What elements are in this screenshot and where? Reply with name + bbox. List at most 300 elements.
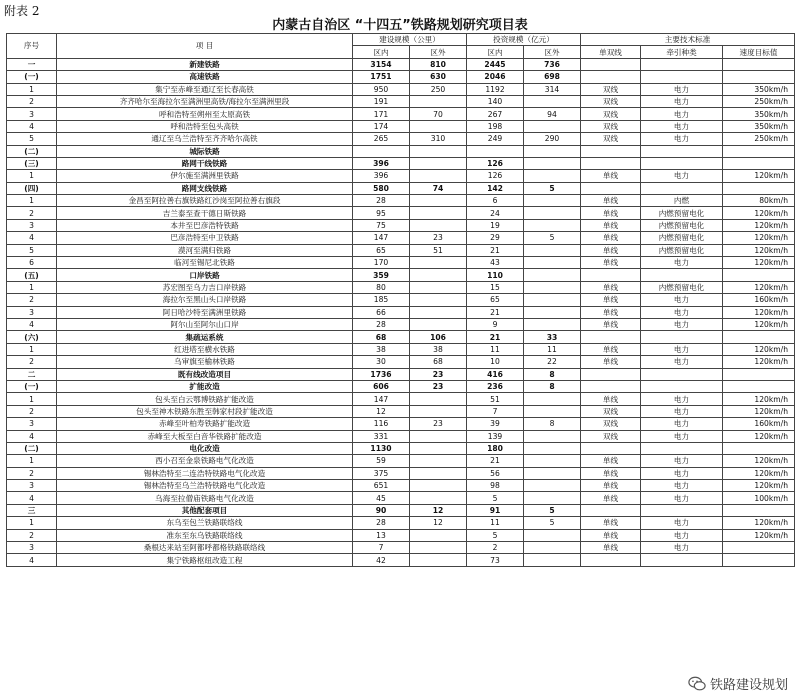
invest-outside-cell: 5 xyxy=(524,504,581,516)
length-outside-cell xyxy=(410,120,467,132)
invest-outside-cell xyxy=(524,480,581,492)
invest-outside-cell: 33 xyxy=(524,331,581,343)
traction-cell: 电力 xyxy=(641,529,723,541)
track-cell: 单线 xyxy=(581,467,641,479)
seq-cell: 6 xyxy=(7,257,57,269)
length-inside-cell: 174 xyxy=(353,120,410,132)
header-length-outside: 区外 xyxy=(410,46,467,58)
track-cell xyxy=(581,504,641,516)
seq-cell: (二) xyxy=(7,442,57,454)
invest-inside-cell: 73 xyxy=(467,554,524,566)
track-cell: 双线 xyxy=(581,120,641,132)
item-cell: 锡林浩特至二连浩特铁路电气化改造 xyxy=(57,467,353,479)
length-inside-cell: 331 xyxy=(353,430,410,442)
speed-cell xyxy=(723,71,795,83)
traction-cell xyxy=(641,269,723,281)
item-cell: 海拉尔至黑山头口岸铁路 xyxy=(57,294,353,306)
length-outside-cell xyxy=(410,294,467,306)
header-length-inside: 区内 xyxy=(353,46,410,58)
invest-outside-cell xyxy=(524,95,581,107)
length-outside-cell: 23 xyxy=(410,368,467,380)
length-outside-cell xyxy=(410,95,467,107)
track-cell: 单线 xyxy=(581,207,641,219)
invest-outside-cell: 314 xyxy=(524,83,581,95)
item-cell: 通辽至乌兰浩特至齐齐哈尔高铁 xyxy=(57,133,353,145)
speed-cell: 350km/h xyxy=(723,108,795,120)
track-cell: 单线 xyxy=(581,219,641,231)
seq-cell: 3 xyxy=(7,418,57,430)
length-inside-cell: 606 xyxy=(353,380,410,392)
invest-outside-cell xyxy=(524,170,581,182)
length-inside-cell: 7 xyxy=(353,542,410,554)
table-row xyxy=(7,170,795,182)
section-row xyxy=(7,380,795,392)
seq-cell: (三) xyxy=(7,157,57,169)
traction-cell: 电力 xyxy=(641,405,723,417)
header-row-1 xyxy=(7,34,795,46)
invest-inside-cell: 24 xyxy=(467,207,524,219)
table-row xyxy=(7,554,795,566)
length-outside-cell xyxy=(410,554,467,566)
speed-cell xyxy=(723,504,795,516)
item-cell: 呼和浩特至朔州至太原高铁 xyxy=(57,108,353,120)
length-outside-cell xyxy=(410,157,467,169)
item-cell: 锡林浩特至乌兰浩特铁路电气化改造 xyxy=(57,480,353,492)
track-cell xyxy=(581,368,641,380)
length-outside-cell xyxy=(410,405,467,417)
length-inside-cell: 185 xyxy=(353,294,410,306)
seq-cell: (二) xyxy=(7,145,57,157)
track-cell xyxy=(581,269,641,281)
invest-outside-cell xyxy=(524,120,581,132)
traction-cell: 电力 xyxy=(641,170,723,182)
item-cell: 东乌至包兰铁路联络线 xyxy=(57,517,353,529)
item-cell: 乌审旗至榆林铁路 xyxy=(57,356,353,368)
speed-cell: 120km/h xyxy=(723,219,795,231)
table-row xyxy=(7,393,795,405)
speed-cell: 120km/h xyxy=(723,430,795,442)
item-cell: 城际铁路 xyxy=(57,145,353,157)
track-cell xyxy=(581,145,641,157)
track-cell: 单线 xyxy=(581,455,641,467)
invest-outside-cell xyxy=(524,257,581,269)
track-cell: 单线 xyxy=(581,517,641,529)
item-cell: 西小召至金泉铁路电气化改造 xyxy=(57,455,353,467)
invest-outside-cell xyxy=(524,542,581,554)
invest-inside-cell: 21 xyxy=(467,331,524,343)
length-outside-cell xyxy=(410,529,467,541)
speed-cell: 250km/h xyxy=(723,133,795,145)
table-row xyxy=(7,195,795,207)
traction-cell: 电力 xyxy=(641,343,723,355)
invest-inside-cell: 21 xyxy=(467,455,524,467)
length-inside-cell: 359 xyxy=(353,269,410,281)
length-inside-cell: 147 xyxy=(353,232,410,244)
track-cell: 单线 xyxy=(581,281,641,293)
header-item: 项 目 xyxy=(57,34,353,59)
speed-cell: 120km/h xyxy=(723,257,795,269)
invest-outside-cell xyxy=(524,393,581,405)
length-outside-cell: 810 xyxy=(410,58,467,70)
item-cell: 红进塔至横水铁路 xyxy=(57,343,353,355)
track-cell: 双线 xyxy=(581,430,641,442)
length-inside-cell: 375 xyxy=(353,467,410,479)
seq-cell: 2 xyxy=(7,467,57,479)
item-cell: 本井至巴彦浩特铁路 xyxy=(57,219,353,231)
traction-cell xyxy=(641,380,723,392)
table-row xyxy=(7,418,795,430)
length-inside-cell: 59 xyxy=(353,455,410,467)
invest-inside-cell: 11 xyxy=(467,517,524,529)
speed-cell: 100km/h xyxy=(723,492,795,504)
table-row xyxy=(7,244,795,256)
item-cell: 集疏运系统 xyxy=(57,331,353,343)
table-row xyxy=(7,95,795,107)
seq-cell: 5 xyxy=(7,133,57,145)
attachment-label: 附表 2 xyxy=(4,4,40,18)
length-inside-cell: 68 xyxy=(353,331,410,343)
invest-outside-cell: 736 xyxy=(524,58,581,70)
length-inside-cell: 191 xyxy=(353,95,410,107)
invest-inside-cell: 15 xyxy=(467,281,524,293)
seq-cell: 2 xyxy=(7,95,57,107)
invest-outside-cell: 8 xyxy=(524,418,581,430)
invest-outside-cell xyxy=(524,318,581,330)
traction-cell: 电力 xyxy=(641,393,723,405)
traction-cell: 电力 xyxy=(641,517,723,529)
length-inside-cell: 13 xyxy=(353,529,410,541)
track-cell: 单线 xyxy=(581,542,641,554)
section-row xyxy=(7,331,795,343)
invest-outside-cell: 5 xyxy=(524,182,581,194)
traction-cell: 电力 xyxy=(641,467,723,479)
table-row xyxy=(7,207,795,219)
seq-cell: 4 xyxy=(7,232,57,244)
table-row xyxy=(7,232,795,244)
length-outside-cell: 250 xyxy=(410,83,467,95)
speed-cell: 120km/h xyxy=(723,467,795,479)
speed-cell: 120km/h xyxy=(723,356,795,368)
speed-cell xyxy=(723,331,795,343)
invest-outside-cell xyxy=(524,294,581,306)
traction-cell: 电力 xyxy=(641,108,723,120)
invest-inside-cell: 198 xyxy=(467,120,524,132)
speed-cell xyxy=(723,157,795,169)
invest-inside-cell: 39 xyxy=(467,418,524,430)
invest-outside-cell xyxy=(524,467,581,479)
track-cell: 双线 xyxy=(581,405,641,417)
track-cell: 双线 xyxy=(581,83,641,95)
length-inside-cell: 12 xyxy=(353,405,410,417)
speed-cell: 250km/h xyxy=(723,95,795,107)
traction-cell xyxy=(641,368,723,380)
seq-cell: 1 xyxy=(7,393,57,405)
section-row xyxy=(7,269,795,281)
seq-cell: 3 xyxy=(7,108,57,120)
length-inside-cell: 38 xyxy=(353,343,410,355)
invest-outside-cell xyxy=(524,145,581,157)
track-cell xyxy=(581,182,641,194)
traction-cell: 电力 xyxy=(641,492,723,504)
traction-cell: 内燃预留电化 xyxy=(641,219,723,231)
traction-cell xyxy=(641,145,723,157)
speed-cell: 120km/h xyxy=(723,480,795,492)
item-cell: 包头至神木铁路东胜至韩家村段扩能改造 xyxy=(57,405,353,417)
invest-inside-cell: 126 xyxy=(467,157,524,169)
track-cell: 双线 xyxy=(581,418,641,430)
speed-cell: 120km/h xyxy=(723,306,795,318)
length-outside-cell xyxy=(410,281,467,293)
length-inside-cell: 147 xyxy=(353,393,410,405)
section-row xyxy=(7,58,795,70)
item-cell: 既有线改造项目 xyxy=(57,368,353,380)
seq-cell: (四) xyxy=(7,182,57,194)
length-outside-cell: 106 xyxy=(410,331,467,343)
track-cell: 双线 xyxy=(581,133,641,145)
seq-cell: (五) xyxy=(7,269,57,281)
length-outside-cell: 38 xyxy=(410,343,467,355)
invest-inside-cell: 56 xyxy=(467,467,524,479)
length-outside-cell xyxy=(410,492,467,504)
table-row xyxy=(7,529,795,541)
length-inside-cell: 171 xyxy=(353,108,410,120)
header-track: 单双线 xyxy=(581,46,641,58)
seq-cell: 2 xyxy=(7,294,57,306)
speed-cell: 120km/h xyxy=(723,170,795,182)
item-cell: 乌海至拉僧庙铁路电气化改造 xyxy=(57,492,353,504)
table-row xyxy=(7,294,795,306)
speed-cell: 160km/h xyxy=(723,294,795,306)
invest-outside-cell xyxy=(524,442,581,454)
length-inside-cell: 80 xyxy=(353,281,410,293)
item-cell: 包头至白云鄂博铁路扩能改造 xyxy=(57,393,353,405)
seq-cell: 4 xyxy=(7,120,57,132)
invest-outside-cell xyxy=(524,157,581,169)
section-row xyxy=(7,182,795,194)
track-cell xyxy=(581,157,641,169)
invest-inside-cell: 139 xyxy=(467,430,524,442)
length-outside-cell xyxy=(410,207,467,219)
speed-cell xyxy=(723,554,795,566)
track-cell: 单线 xyxy=(581,480,641,492)
item-cell: 桑根达来站至阿都呼都格铁路联络线 xyxy=(57,542,353,554)
speed-cell xyxy=(723,442,795,454)
seq-cell: 1 xyxy=(7,455,57,467)
invest-outside-cell: 5 xyxy=(524,232,581,244)
track-cell xyxy=(581,380,641,392)
header-invest-inside: 区内 xyxy=(467,46,524,58)
seq-cell: 2 xyxy=(7,207,57,219)
invest-inside-cell: 2 xyxy=(467,542,524,554)
length-inside-cell: 45 xyxy=(353,492,410,504)
track-cell xyxy=(581,554,641,566)
traction-cell: 电力 xyxy=(641,257,723,269)
traction-cell: 内燃预留电化 xyxy=(641,207,723,219)
length-outside-cell xyxy=(410,442,467,454)
traction-cell xyxy=(641,331,723,343)
invest-outside-cell xyxy=(524,455,581,467)
seq-cell: 1 xyxy=(7,83,57,95)
length-outside-cell xyxy=(410,455,467,467)
length-inside-cell: 30 xyxy=(353,356,410,368)
item-cell: 新建铁路 xyxy=(57,58,353,70)
table-row xyxy=(7,281,795,293)
table-row xyxy=(7,430,795,442)
traction-cell: 电力 xyxy=(641,318,723,330)
section-row xyxy=(7,504,795,516)
table-row xyxy=(7,108,795,120)
invest-outside-cell xyxy=(524,269,581,281)
track-cell: 单线 xyxy=(581,294,641,306)
seq-cell: 5 xyxy=(7,244,57,256)
length-inside-cell: 580 xyxy=(353,182,410,194)
length-outside-cell: 70 xyxy=(410,108,467,120)
traction-cell xyxy=(641,442,723,454)
traction-cell xyxy=(641,58,723,70)
length-outside-cell: 68 xyxy=(410,356,467,368)
invest-inside-cell: 126 xyxy=(467,170,524,182)
invest-outside-cell xyxy=(524,195,581,207)
length-inside-cell: 95 xyxy=(353,207,410,219)
item-cell: 高速铁路 xyxy=(57,71,353,83)
track-cell: 单线 xyxy=(581,195,641,207)
track-cell: 单线 xyxy=(581,232,641,244)
track-cell: 单线 xyxy=(581,343,641,355)
seq-cell: 2 xyxy=(7,529,57,541)
invest-outside-cell xyxy=(524,306,581,318)
invest-inside-cell: 21 xyxy=(467,244,524,256)
length-outside-cell xyxy=(410,467,467,479)
header-seq: 序号 xyxy=(7,34,57,59)
track-cell: 单线 xyxy=(581,244,641,256)
invest-inside-cell: 236 xyxy=(467,380,524,392)
invest-outside-cell xyxy=(524,492,581,504)
length-outside-cell: 12 xyxy=(410,504,467,516)
item-cell: 扩能改造 xyxy=(57,380,353,392)
item-cell: 苏宏图至乌力吉口岸铁路 xyxy=(57,281,353,293)
track-cell: 单线 xyxy=(581,170,641,182)
header-invest-outside: 区外 xyxy=(524,46,581,58)
table-row xyxy=(7,257,795,269)
invest-inside-cell: 416 xyxy=(467,368,524,380)
invest-inside-cell: 110 xyxy=(467,269,524,281)
length-outside-cell xyxy=(410,170,467,182)
length-outside-cell xyxy=(410,306,467,318)
track-cell: 单线 xyxy=(581,492,641,504)
length-inside-cell: 170 xyxy=(353,257,410,269)
length-outside-cell: 310 xyxy=(410,133,467,145)
length-outside-cell: 74 xyxy=(410,182,467,194)
speed-cell: 120km/h xyxy=(723,343,795,355)
seq-cell: 二 xyxy=(7,368,57,380)
invest-outside-cell: 94 xyxy=(524,108,581,120)
traction-cell xyxy=(641,71,723,83)
length-outside-cell: 23 xyxy=(410,418,467,430)
item-cell: 呼和浩特至包头高铁 xyxy=(57,120,353,132)
table-row xyxy=(7,318,795,330)
invest-inside-cell: 5 xyxy=(467,492,524,504)
length-outside-cell: 23 xyxy=(410,232,467,244)
table-row xyxy=(7,480,795,492)
header-traction: 牵引种类 xyxy=(641,46,723,58)
invest-inside-cell: 65 xyxy=(467,294,524,306)
length-outside-cell xyxy=(410,219,467,231)
length-inside-cell xyxy=(353,145,410,157)
item-cell: 金昌至阿拉善右旗铁路红沙岗至阿拉善右旗段 xyxy=(57,195,353,207)
table-row xyxy=(7,542,795,554)
invest-inside-cell: 142 xyxy=(467,182,524,194)
seq-cell: 4 xyxy=(7,492,57,504)
table-row xyxy=(7,455,795,467)
length-inside-cell: 65 xyxy=(353,244,410,256)
speed-cell xyxy=(723,542,795,554)
invest-outside-cell xyxy=(524,281,581,293)
track-cell: 单线 xyxy=(581,356,641,368)
invest-outside-cell: 290 xyxy=(524,133,581,145)
speed-cell: 120km/h xyxy=(723,281,795,293)
invest-inside-cell: 51 xyxy=(467,393,524,405)
track-cell: 单线 xyxy=(581,257,641,269)
table-row xyxy=(7,219,795,231)
invest-inside-cell: 5 xyxy=(467,529,524,541)
length-inside-cell: 28 xyxy=(353,195,410,207)
seq-cell: 3 xyxy=(7,480,57,492)
table-title: 内蒙古自治区 “十四五”铁路规划研究项目表 xyxy=(272,18,528,33)
invest-inside-cell: 43 xyxy=(467,257,524,269)
length-outside-cell: 630 xyxy=(410,71,467,83)
speed-cell: 120km/h xyxy=(723,244,795,256)
seq-cell: 3 xyxy=(7,542,57,554)
length-inside-cell: 950 xyxy=(353,83,410,95)
item-cell: 伊尔施至满洲里铁路 xyxy=(57,170,353,182)
speed-cell: 80km/h xyxy=(723,195,795,207)
item-cell: 口岸铁路 xyxy=(57,269,353,281)
track-cell: 单线 xyxy=(581,529,641,541)
seq-cell: 2 xyxy=(7,356,57,368)
seq-cell: 3 xyxy=(7,219,57,231)
item-cell: 其他配套项目 xyxy=(57,504,353,516)
track-cell xyxy=(581,331,641,343)
track-cell: 单线 xyxy=(581,306,641,318)
traction-cell xyxy=(641,504,723,516)
traction-cell: 内燃 xyxy=(641,195,723,207)
traction-cell: 电力 xyxy=(641,418,723,430)
invest-inside-cell: 19 xyxy=(467,219,524,231)
traction-cell: 电力 xyxy=(641,542,723,554)
track-cell: 双线 xyxy=(581,95,641,107)
traction-cell: 电力 xyxy=(641,455,723,467)
seq-cell: 1 xyxy=(7,281,57,293)
length-inside-cell: 28 xyxy=(353,517,410,529)
length-inside-cell: 75 xyxy=(353,219,410,231)
invest-outside-cell: 8 xyxy=(524,368,581,380)
watermark-text: 铁路建设规划 xyxy=(709,678,788,693)
track-cell xyxy=(581,71,641,83)
seq-cell: 三 xyxy=(7,504,57,516)
invest-inside-cell: 2445 xyxy=(467,58,524,70)
speed-cell: 350km/h xyxy=(723,83,795,95)
item-cell: 吉兰泰至查干德日斯铁路 xyxy=(57,207,353,219)
table-row xyxy=(7,83,795,95)
traction-cell: 电力 xyxy=(641,306,723,318)
item-cell: 巴彦浩特至中卫铁路 xyxy=(57,232,353,244)
invest-outside-cell: 698 xyxy=(524,71,581,83)
seq-cell: 1 xyxy=(7,170,57,182)
invest-inside-cell: 11 xyxy=(467,343,524,355)
table-row xyxy=(7,120,795,132)
traction-cell: 内燃预留电化 xyxy=(641,281,723,293)
traction-cell xyxy=(641,182,723,194)
